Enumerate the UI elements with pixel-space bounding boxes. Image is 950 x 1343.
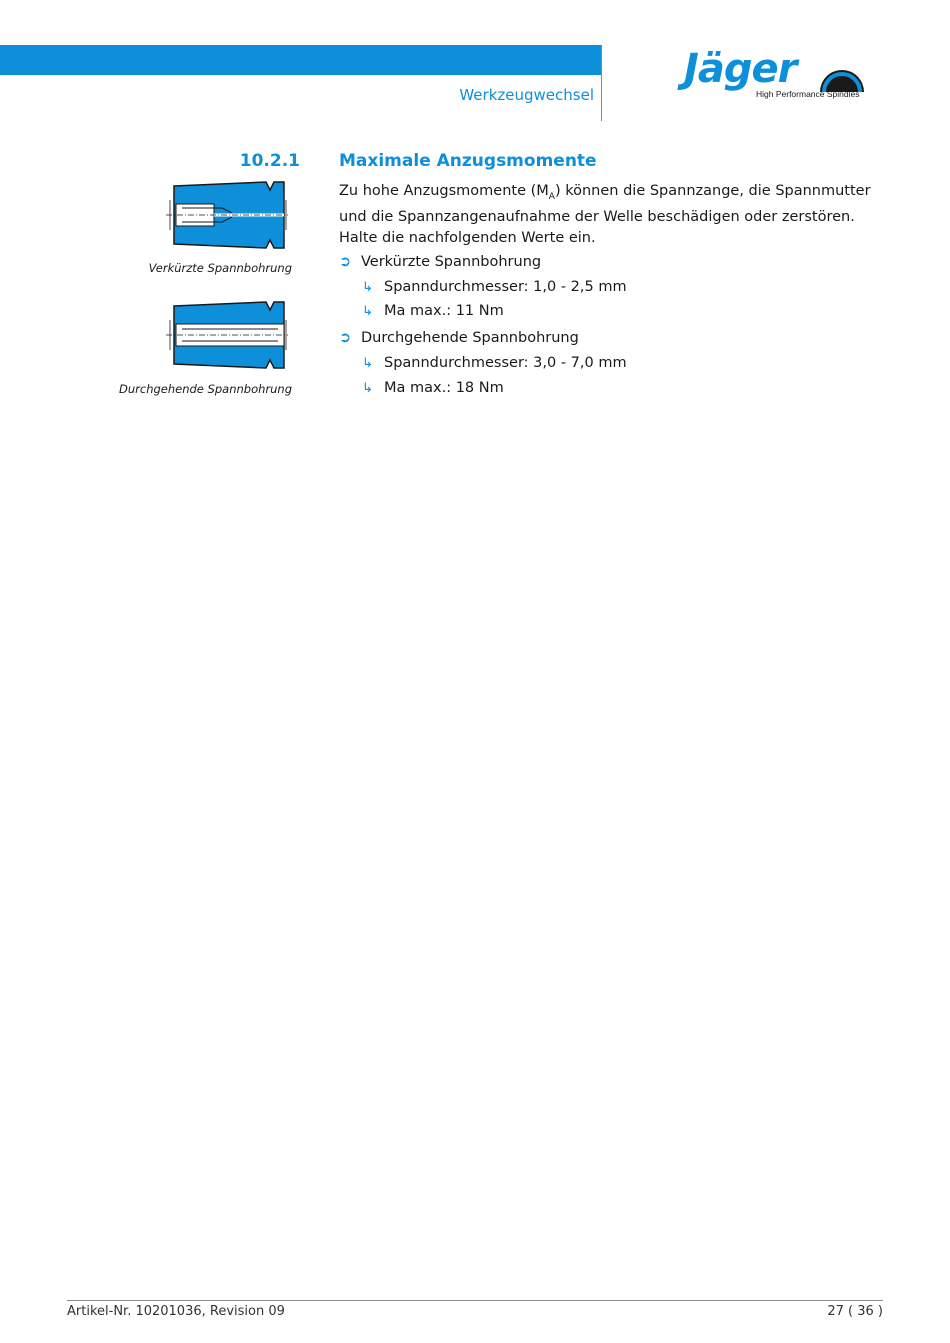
collet-through-bore-icon [162,300,290,372]
footer-divider [67,1300,883,1301]
sub-item [362,303,504,319]
instruction-paragraph: Halte die nachfolgenden Werte ein. [339,230,596,246]
company-logo [684,46,868,104]
figure-caption: Verkürzte Spannbohrung [148,261,292,275]
logo-tagline: High Performance Spindles [756,89,860,99]
bullet-label: Verkürzte Spannbohrung [361,254,542,270]
footer-page-number: 27 ( 36 ) [827,1304,883,1319]
corner-arrow-icon: ↳ [362,356,373,371]
sub-item-text: Spanndurchmesser: 3,0 - 7,0 mm [384,355,627,371]
section-number: 10.2.1 [239,151,300,171]
corner-arrow-icon: ↳ [362,381,373,396]
arrow-circle-icon: ➲ [339,330,352,346]
intro-subscript: A [548,191,555,202]
logo-word: Jäger [684,46,797,92]
bullet-through-bore [339,330,579,346]
sub-item-text: Ma max.: 11 Nm [384,303,504,319]
intro-text-1: Zu hohe Anzugsmomente (M [339,183,549,199]
bullet-short-bore [339,254,541,270]
footer-article: Artikel-Nr. 10201036, Revision 09 [67,1304,285,1319]
intro-paragraph [339,181,899,227]
collet-short-bore-icon [162,180,290,252]
sub-item [362,380,504,396]
sub-item [362,355,627,371]
arrow-circle-icon: ➲ [339,254,352,270]
sub-item-text: Spanndurchmesser: 1,0 - 2,5 mm [384,279,627,295]
corner-arrow-icon: ↳ [362,280,373,295]
chapter-label: Werkzeugwechsel [459,86,594,104]
header-divider [601,45,602,121]
bullet-label: Durchgehende Spannbohrung [361,330,579,346]
header-bar [0,45,602,75]
sub-item-text: Ma max.: 18 Nm [384,380,504,396]
sub-item [362,279,627,295]
corner-arrow-icon: ↳ [362,304,373,319]
intro-text-2: ) können die Spannzange, die Spannmutter und die Spannzangenaufnahme der Welle beschädigen oder zerstören. [339,183,871,225]
figure-caption: Durchgehende Spannbohrung [119,382,292,396]
section-title: Maximale Anzugsmomente [339,151,597,171]
